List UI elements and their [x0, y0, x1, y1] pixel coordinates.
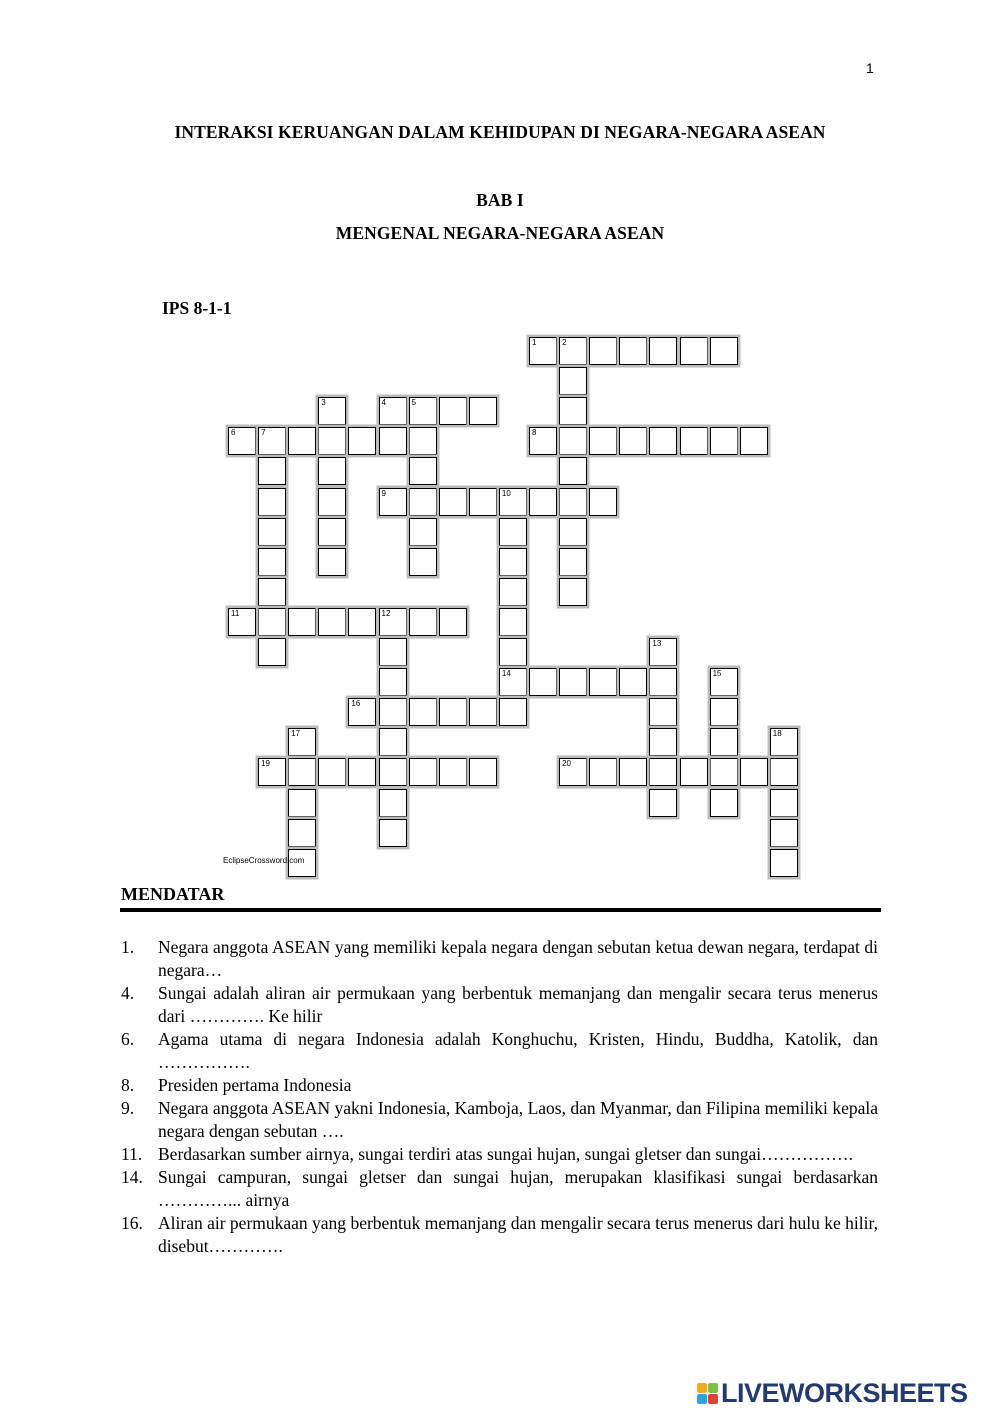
- crossword-cell[interactable]: [619, 668, 647, 696]
- crossword-cell[interactable]: [318, 397, 346, 425]
- crossword-cell[interactable]: [469, 758, 497, 786]
- crossword-cell[interactable]: [348, 608, 376, 636]
- crossword-cell[interactable]: [348, 698, 376, 726]
- crossword-cell[interactable]: [529, 337, 557, 365]
- crossword-cell[interactable]: [499, 698, 527, 726]
- crossword-clue-number: 10: [501, 488, 511, 498]
- clue-item: [121, 982, 878, 1028]
- crossword-cell[interactable]: [770, 819, 798, 847]
- crossword-cell[interactable]: [318, 608, 346, 636]
- crossword-cell[interactable]: [710, 728, 738, 756]
- logo-tile: [708, 1394, 718, 1404]
- crossword-cell[interactable]: [649, 758, 677, 786]
- crossword-cell[interactable]: [228, 608, 256, 636]
- crossword-cell[interactable]: [258, 608, 286, 636]
- crossword-cell[interactable]: [499, 548, 527, 576]
- crossword-credit: EclipseCrossword.com: [223, 856, 305, 865]
- clue-text: Agama utama di negara Indonesia adalah Konghuchu, Kristen, Hindu, Buddha, Katolik, dan …………….: [158, 1029, 878, 1072]
- crossword-cell[interactable]: [439, 488, 467, 516]
- crossword-clue-number: 4: [381, 398, 386, 408]
- crossword-cell[interactable]: [619, 427, 647, 455]
- crossword-cell[interactable]: [379, 638, 407, 666]
- crossword-cell[interactable]: [409, 518, 437, 546]
- crossword-cell[interactable]: [770, 849, 798, 877]
- crossword-clue-number: 6: [231, 428, 236, 438]
- crossword-cell[interactable]: [439, 758, 467, 786]
- crossword-cell[interactable]: [258, 638, 286, 666]
- crossword-cell[interactable]: [409, 397, 437, 425]
- crossword-clue-number: 17: [291, 729, 301, 739]
- crossword-cell[interactable]: [529, 488, 557, 516]
- clue-text: Sungai adalah aliran air permukaan yang berbentuk memanjang dan mengalir secara terus menerus dari …………. Ke hilir: [158, 983, 878, 1026]
- clue-text: Presiden pertama Indonesia: [158, 1075, 352, 1095]
- crossword-cell[interactable]: [258, 488, 286, 516]
- clue-number: 9.: [121, 1098, 135, 1118]
- clue-text: Sungai campuran, sungai gletser dan sungai hujan, merupakan klasifikasi sungai berdasarkan …………... airnya: [158, 1167, 878, 1210]
- crossword-cell[interactable]: [770, 728, 798, 756]
- crossword-cell[interactable]: [499, 608, 527, 636]
- crossword-cell[interactable]: [439, 608, 467, 636]
- crossword-clue-number: 20: [562, 759, 571, 769]
- section-divider: [120, 908, 881, 912]
- crossword-cell[interactable]: [499, 578, 527, 606]
- crossword-cell[interactable]: [379, 789, 407, 817]
- crossword-cell[interactable]: [499, 488, 527, 516]
- crossword-cell[interactable]: [439, 397, 467, 425]
- chapter-number: BAB I: [476, 190, 524, 210]
- crossword-clue-number: 16: [351, 699, 361, 709]
- crossword-cell[interactable]: [559, 367, 587, 395]
- crossword-cell[interactable]: [680, 758, 708, 786]
- crossword-clue-number: 8: [532, 428, 537, 438]
- crossword-cell[interactable]: [710, 698, 738, 726]
- crossword-cell[interactable]: [710, 337, 738, 365]
- worksheet-code: IPS 8-1-1: [162, 298, 232, 318]
- crossword-clue-number: 18: [772, 729, 782, 739]
- crossword-clue-number: 15: [712, 669, 722, 679]
- crossword-clue-number: 14: [501, 669, 511, 679]
- crossword-cell[interactable]: [409, 457, 437, 485]
- crossword-cell[interactable]: [559, 758, 587, 786]
- crossword-cell[interactable]: [379, 608, 407, 636]
- crossword-cell[interactable]: [288, 728, 316, 756]
- crossword-cell[interactable]: [288, 608, 316, 636]
- crossword-cell[interactable]: [649, 728, 677, 756]
- crossword-cell[interactable]: [559, 488, 587, 516]
- crossword-cell[interactable]: [680, 337, 708, 365]
- crossword-cell[interactable]: [379, 758, 407, 786]
- chapter-title: MENGENAL NEGARA-NEGARA ASEAN: [335, 223, 665, 243]
- clue-number: 11.: [121, 1144, 143, 1164]
- crossword-clue-number: 1: [532, 338, 537, 347]
- clue-number: 4.: [121, 983, 135, 1003]
- crossword-cell[interactable]: [258, 578, 286, 606]
- document-title: INTERAKSI KERUANGAN DALAM KEHIDUPAN DI NEGARA-NEGARA ASEAN: [174, 122, 826, 142]
- crossword-cell[interactable]: [409, 608, 437, 636]
- crossword-cell[interactable]: [379, 397, 407, 425]
- clue-text: Berdasarkan sumber airnya, sungai terdiri atas sungai hujan, sungai gletser dan sungai…………….: [158, 1144, 853, 1164]
- crossword-cell[interactable]: [288, 427, 316, 455]
- section-title-mendatar: MENDATAR: [121, 884, 225, 904]
- crossword-cell[interactable]: [409, 758, 437, 786]
- crossword-cell[interactable]: [288, 789, 316, 817]
- liveworksheets-icon: [697, 1383, 718, 1404]
- crossword-clue-number: 12: [381, 608, 391, 618]
- crossword-cell[interactable]: [710, 758, 738, 786]
- clue-number: 1.: [121, 937, 135, 957]
- clue-number: 6.: [121, 1029, 135, 1049]
- crossword-cell[interactable]: [649, 789, 677, 817]
- crossword-cell[interactable]: [649, 638, 677, 666]
- crossword-cell[interactable]: [680, 427, 708, 455]
- crossword-clue-number: 11: [231, 608, 240, 618]
- crossword-cell[interactable]: [348, 427, 376, 455]
- crossword-cell[interactable]: [409, 548, 437, 576]
- crossword-cell[interactable]: [258, 758, 286, 786]
- crossword-cell[interactable]: [529, 427, 557, 455]
- crossword-cell[interactable]: [439, 698, 467, 726]
- logo-tile: [697, 1394, 707, 1404]
- crossword-clue-number: 3: [321, 398, 326, 408]
- crossword-cell[interactable]: [559, 518, 587, 546]
- crossword-cell[interactable]: [529, 668, 557, 696]
- crossword-cell[interactable]: [559, 337, 587, 365]
- crossword-cell[interactable]: [469, 397, 497, 425]
- crossword-cell[interactable]: [318, 488, 346, 516]
- crossword-clue-number: 13: [652, 639, 662, 648]
- clue-item: [121, 936, 878, 982]
- crossword-cell[interactable]: [469, 698, 497, 726]
- logo-tile: [708, 1383, 718, 1393]
- crossword-cell[interactable]: [318, 758, 346, 786]
- crossword-cell[interactable]: [589, 668, 617, 696]
- liveworksheets-logo: [697, 1378, 968, 1408]
- crossword-cell[interactable]: [379, 728, 407, 756]
- clue-list: [121, 936, 878, 1258]
- clue-item: [121, 1212, 878, 1258]
- clue-item: [121, 1028, 878, 1074]
- crossword-cell[interactable]: [228, 427, 256, 455]
- crossword-cell[interactable]: [379, 488, 407, 516]
- crossword-cell[interactable]: [770, 758, 798, 786]
- crossword-clue-number: 19: [261, 759, 270, 769]
- crossword-clue-number: 2: [562, 338, 567, 347]
- clue-item: [121, 1074, 878, 1097]
- clue-item: [121, 1097, 878, 1143]
- crossword-clue-number: 5: [411, 398, 417, 408]
- crossword-cell[interactable]: [559, 548, 587, 576]
- crossword-cell[interactable]: [559, 457, 587, 485]
- crossword-cell[interactable]: [409, 488, 437, 516]
- crossword-cell[interactable]: [258, 548, 286, 576]
- crossword-cell[interactable]: [348, 758, 376, 786]
- clue-item: [121, 1143, 878, 1166]
- crossword-cell[interactable]: [740, 758, 768, 786]
- crossword-cell[interactable]: [379, 698, 407, 726]
- crossword-cell[interactable]: [589, 427, 617, 455]
- crossword-cell[interactable]: [499, 638, 527, 666]
- crossword-cell[interactable]: [710, 668, 738, 696]
- clue-number: 8.: [121, 1075, 135, 1095]
- crossword-cell[interactable]: [258, 518, 286, 546]
- crossword-cell[interactable]: [559, 578, 587, 606]
- crossword-cell[interactable]: [619, 337, 647, 365]
- crossword-cell[interactable]: [710, 789, 738, 817]
- clue-number: 14.: [121, 1167, 143, 1187]
- crossword-clue-number: 7: [261, 428, 266, 438]
- crossword-cell[interactable]: [499, 668, 527, 696]
- crossword-cell[interactable]: [258, 427, 286, 455]
- clue-item: [121, 1166, 878, 1212]
- crossword-cell[interactable]: [288, 819, 316, 847]
- crossword-cell[interactable]: [379, 427, 407, 455]
- clue-text: Negara anggota ASEAN yang memiliki kepala negara dengan sebutan ketua dewan negara, terdapat di negara…: [158, 937, 878, 980]
- crossword-cell[interactable]: [740, 427, 768, 455]
- crossword-cell[interactable]: [409, 698, 437, 726]
- crossword-cell[interactable]: [619, 758, 647, 786]
- crossword-cell[interactable]: [499, 518, 527, 546]
- crossword-cell[interactable]: [318, 548, 346, 576]
- crossword-cell[interactable]: [318, 457, 346, 485]
- crossword-cell[interactable]: [409, 427, 437, 455]
- crossword-clue-number: 9: [381, 488, 386, 498]
- liveworksheets-wordmark: LIVEWORKSHEETS: [721, 1377, 968, 1408]
- crossword-cell[interactable]: [649, 337, 677, 365]
- crossword-cell[interactable]: [288, 758, 316, 786]
- crossword-cell[interactable]: [559, 427, 587, 455]
- crossword-cell[interactable]: [649, 427, 677, 455]
- clue-number: 16.: [121, 1213, 143, 1233]
- crossword-cell[interactable]: [589, 758, 617, 786]
- crossword-cell[interactable]: [379, 668, 407, 696]
- crossword-cell[interactable]: [710, 427, 738, 455]
- clue-text: Negara anggota ASEAN yakni Indonesia, Kamboja, Laos, dan Myanmar, dan Filipina memiliki kepala negara dengan sebutan ….: [158, 1098, 878, 1141]
- crossword-cell[interactable]: [559, 397, 587, 425]
- crossword-cell[interactable]: [379, 819, 407, 847]
- crossword-cell[interactable]: [589, 488, 617, 516]
- crossword-cell[interactable]: [589, 337, 617, 365]
- logo-tile: [697, 1383, 707, 1393]
- crossword-cell[interactable]: [770, 789, 798, 817]
- clue-text: Aliran air permukaan yang berbentuk memanjang dan mengalir secara terus menerus dari hulu ke hilir, disebut………….: [158, 1213, 878, 1256]
- crossword-cell[interactable]: [318, 518, 346, 546]
- crossword-cell[interactable]: [649, 668, 677, 696]
- crossword-cell[interactable]: [258, 457, 286, 485]
- crossword-cell[interactable]: [469, 488, 497, 516]
- crossword-cell[interactable]: [559, 668, 587, 696]
- page-number: 1: [866, 60, 874, 76]
- crossword-cell[interactable]: [649, 698, 677, 726]
- crossword-cell[interactable]: [318, 427, 346, 455]
